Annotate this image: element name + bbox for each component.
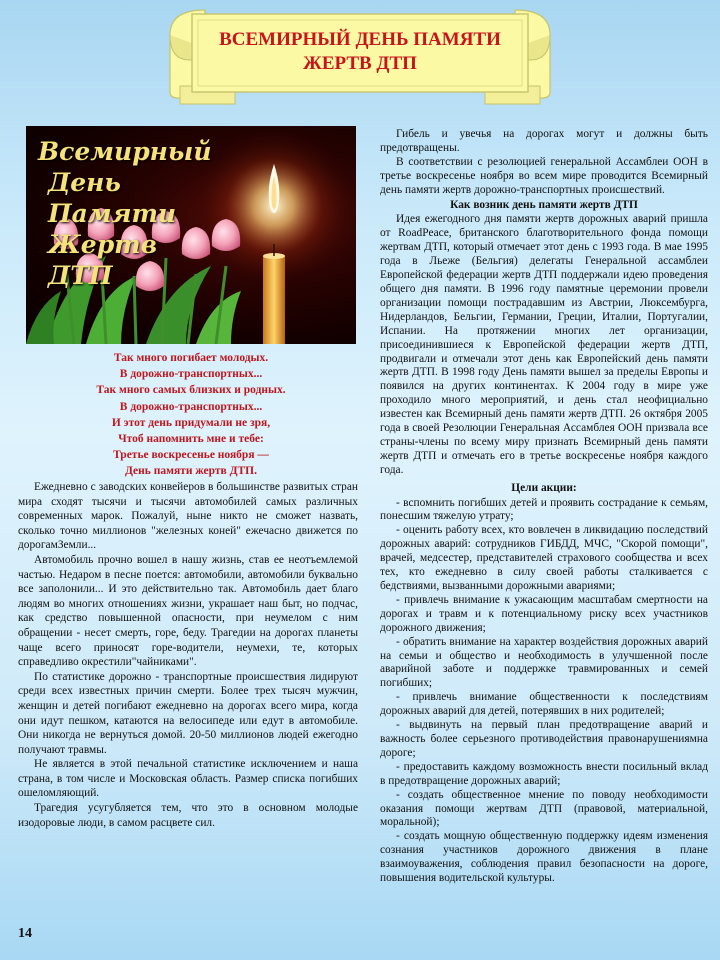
page-number: 14	[18, 926, 32, 941]
poster-caption-line-3: Жертв ДТП	[48, 230, 158, 290]
poster-caption-line-1: Всемирный	[38, 137, 212, 166]
left-text-column	[18, 480, 358, 830]
history-heading: Как возник день памяти жертв ДТП	[450, 198, 638, 211]
history-paragraph: Идея ежегодного дня памяти жертв дорожных аварий пришла от RoadPeace, британского благотворительного фонда помощи жертвам ДТП, который отмечает этот день с 1993 года. В мае 1995 года в Льеже (Бельгия) делегаты Генеральной ассамблеи Европейской федерации жертв ДТП поддержали идею проведения общего дня памяти. В 1996 году памятные церемонии провели организации помощи пострадавшим из Австрии, Люксембурга, Нидерландов, Бельгии, Германии, Греции, Италии, Португалии, Испании. На протяжении многих лет организации, присоединившиеся к Европейской федерации жертв ДТП, продвигали и отмечали этот день как Европейский день памяти жертв ДТП. В 1998 году День памяти вышел за пределы Европы и появился на других континентах. К 2004 году в мире уже проходило много мероприятий, и день стал неофициально известен как Всемирный день памяти жертв ДТП. 26 октября 2005 года в своей Резолюции Генеральная Ассамблея ООН призвала все страны-члены по всему миру признать Всемирный день памяти жертв ДТП и отмечать его в третье воскресенье ноября каждого года.	[380, 213, 708, 476]
right-text-column	[380, 128, 708, 886]
banner-title	[190, 28, 530, 76]
goal-item: - предоставить каждому возможность внести посильный вклад в предотвращение дорожных аварий;	[380, 760, 708, 787]
poem-line: Так много самых близких и родных.	[96, 384, 286, 397]
banner-title-line-2: ЖЕРТВ ДТП	[303, 53, 417, 74]
body-paragraph: По статистике дорожно - транспортные происшествия лидируют среди всех известных причин смерти. Более трех тысяч мужчин, женщин и детей погибают ежедневно на дорогах всего мира, когда они идут пешком, катаются на велосипеде или едут в автомобиле. Они никогда не вернуться домой. 20-50 миллионов людей ежегодно получают травмы.	[18, 670, 358, 756]
memorial-poem	[26, 350, 356, 480]
poem-line: Третье воскресенье ноября —	[113, 449, 269, 462]
poster-caption	[38, 136, 228, 291]
poem-line: В дорожно-транспортных...	[119, 368, 263, 381]
goal-item: - выдвинуть на первый план предотвращение аварий и важность более серьезного противодействия правонарушениямна дороге;	[380, 719, 708, 759]
body-paragraph: Ежедневно с заводских конвейеров в большинстве развитых стран мира сходят тысячи и тысячи автомобилей самых различных современных марок. Пожалуй, ныне никто не сможет назвать, сколько точно миллионов "железных коней" ежечасно движется по дорогамЗемли...	[18, 481, 358, 552]
memorial-poster-image	[26, 126, 356, 344]
goal-item: - обратить внимание на характер воздействия дорожных аварий на семьи и общество и необходимость в улучшенной после аварийной заботе и поддержке травмированных и семей погибших;	[380, 635, 708, 690]
goal-item: - привлечь внимание к ужасающим масштабам смертности на дорогах и травм и к потенциальному риску всех участников дорожного движения;	[380, 593, 708, 634]
poem-line: Чтоб напомнить мне и тебе:	[118, 433, 264, 446]
goal-item: - вспомнить погибших детей и проявить сострадание к семьям, понесшим тяжелую утрату;	[380, 496, 708, 523]
poem-line: И этот день придумали не зря,	[111, 416, 271, 429]
header-banner	[0, 0, 720, 110]
body-paragraph: Автомобиль прочно вошел в нашу жизнь, став ее неотъемлемой частью. Недаром в песне поется: автомобили, автомобили буквально все заполонили... И это действительно так. Автомобиль дает благо людям во многих отношениях жизни, украшает наш быт, но подчас, как средство повышенной опасности, при неумелом с ним обращении - несет смерть, горе, беду. Трагедии на дорогах планеты чаще всего приносят горе-водители, неумехи, те, которых справедливо окрестили"чайниками".	[18, 553, 358, 669]
intro-paragraph: В соответствии с резолюцией генеральной Ассамблеи ООН в третье воскресенье ноября во всем мире проводится Всемирный день памяти жертв дорожно-транспортных происшествий.	[380, 155, 708, 196]
goal-item: - создать общественное мнение по поводу необходимости оказания помощи жертвам ДТП (правовой, материальной, моральной);	[380, 788, 708, 829]
poem-line: Так много погибает молодых.	[113, 352, 269, 364]
body-paragraph: Трагедия усугубляется тем, что это в основном молодые изодоровые люди, в самом расцвете сил.	[18, 802, 358, 829]
poster-caption-line-2: День Памяти	[48, 168, 177, 228]
poem-line: День памяти жертв ДТП.	[125, 465, 257, 478]
body-paragraph: Не является в этой печальной статистике исключением и наша страна, в том числе и Московская область. Размер списка погибших ошеломляющий.	[18, 758, 358, 800]
goal-item: - оценить работу всех, кто вовлечен в ликвидацию последствий дорожных аварий: сотрудников ГИБДД, МЧС, "Скорой помощи", врачей, медсестер, представителей страхового сообщества и всех тех, кто ежедневно в силу своей работы сталкивается с бедствиями, вызванными дорожными авариями;	[380, 524, 708, 592]
goals-heading: Цели акции:	[511, 481, 577, 494]
banner-title-line-1: ВСЕМИРНЫЙ ДЕНЬ ПАМЯТИ	[219, 29, 501, 50]
goal-item: - привлечь внимание общественности к последствиям дорожных аварий для детей, потерявших в них родителей;	[380, 691, 708, 718]
poem-line: В дорожно-транспортных...	[119, 400, 263, 413]
intro-paragraph: Гибель и увечья на дорогах могут и должны быть предотвращены.	[380, 128, 708, 154]
goal-item: - создать мощную общественную поддержку идеям изменения сознания участников дорожного движения в плане взаимоуважения, соблюдения правил безопасности на дороге, повышения водительской культуры.	[380, 830, 708, 885]
